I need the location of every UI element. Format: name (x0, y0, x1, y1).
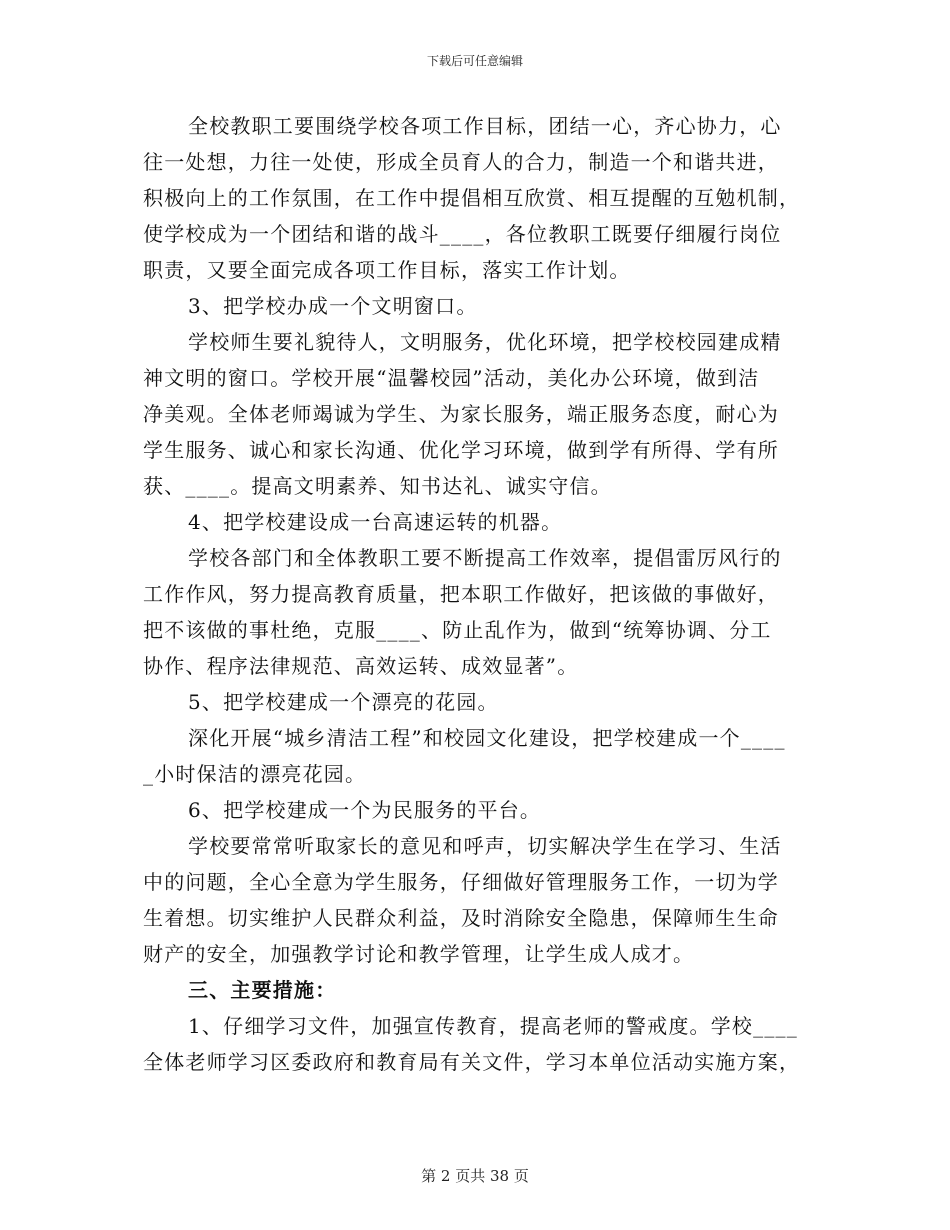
text-line: 生着想。切实维护人民群众利益，及时消除安全隐患，保障师生生命 (143, 906, 779, 930)
text-line: 工作作风，努力提高教育质量，把本职工作做好，把该做的事做好， (143, 582, 779, 606)
text-line: 学生服务、诚心和家长沟通、优化学习环境，做到学有所得、学有所 (143, 438, 779, 462)
page-header: 下载后可任意编辑 (426, 54, 523, 68)
text-line: 神文明的窗口。学校开展“温馨校园”活动，美化办公环境，做到洁 (143, 366, 760, 390)
text-line: 全校教职工要围绕学校各项工作目标，团结一心，齐心协力，心 (188, 114, 782, 138)
text-line: 1、仔细学习文件，加强宣传教育，提高老师的警戒度。学校____ (188, 1014, 798, 1038)
text-line: 学校师生要礼貌待人，文明服务，优化环境，把学校校园建成精 (188, 330, 782, 354)
text-line: 积极向上的工作氛围，在工作中提倡相互欣赏、相互提醒的互勉机制， (143, 186, 801, 210)
text-line: 学校要常常听取家长的意见和呼声，切实解决学生在学习、生活 (188, 834, 782, 858)
text-line: _小时保洁的漂亮花园。 (143, 762, 367, 786)
text-line: 职责，又要全面完成各项工作目标，落实工作计划。 (143, 258, 631, 282)
chapter-heading: 三、主要措施： (188, 978, 337, 1002)
text-line: 使学校成为一个团结和谐的战斗____，各位教职工既要仔细履行岗位 (143, 222, 782, 246)
page-footer: 第 2 页共 38 页 (421, 1167, 529, 1185)
text-line: 深化开展“城乡清洁工程”和校园文化建设，把学校建成一个____ (188, 726, 786, 750)
text-line: 净美观。全体老师竭诚为学生、为家长服务，端正服务态度，耐心为 (143, 402, 779, 426)
text-line: 把不该做的事杜绝，克服____、防止乱作为，做到“统筹协调、分工 (143, 618, 772, 642)
text-line: 获、____。提高文明素养、知书达礼、诚实守信。 (143, 474, 612, 498)
text-line: 全体老师学习区委政府和教育局有关文件，学习本单位活动实施方案， (143, 1050, 801, 1074)
document-body (143, 108, 807, 1080)
section-heading: 3、把学校办成一个文明窗口。 (188, 294, 478, 318)
section-heading: 4、把学校建设成一台高速运转的机器。 (188, 510, 563, 534)
section-heading: 6、把学校建成一个为民服务的平台。 (188, 798, 542, 822)
section-heading: 5、把学校建成一个漂亮的花园。 (188, 690, 499, 714)
text-line: 学校各部门和全体教职工要不断提高工作效率，提倡雷厉风行的 (188, 546, 782, 570)
text-line: 往一处想，力往一处使，形成全员育人的合力，制造一个和谐共进， (143, 150, 779, 174)
text-line: 财产的安全，加强教学讨论和教学管理，让学生成人成才。 (143, 942, 695, 966)
text-line: 协作、程序法律规范、高效运转、成效显著”。 (143, 654, 579, 678)
text-line: 中的问题，全心全意为学生服务，仔细做好管理服务工作，一切为学 (143, 870, 779, 894)
